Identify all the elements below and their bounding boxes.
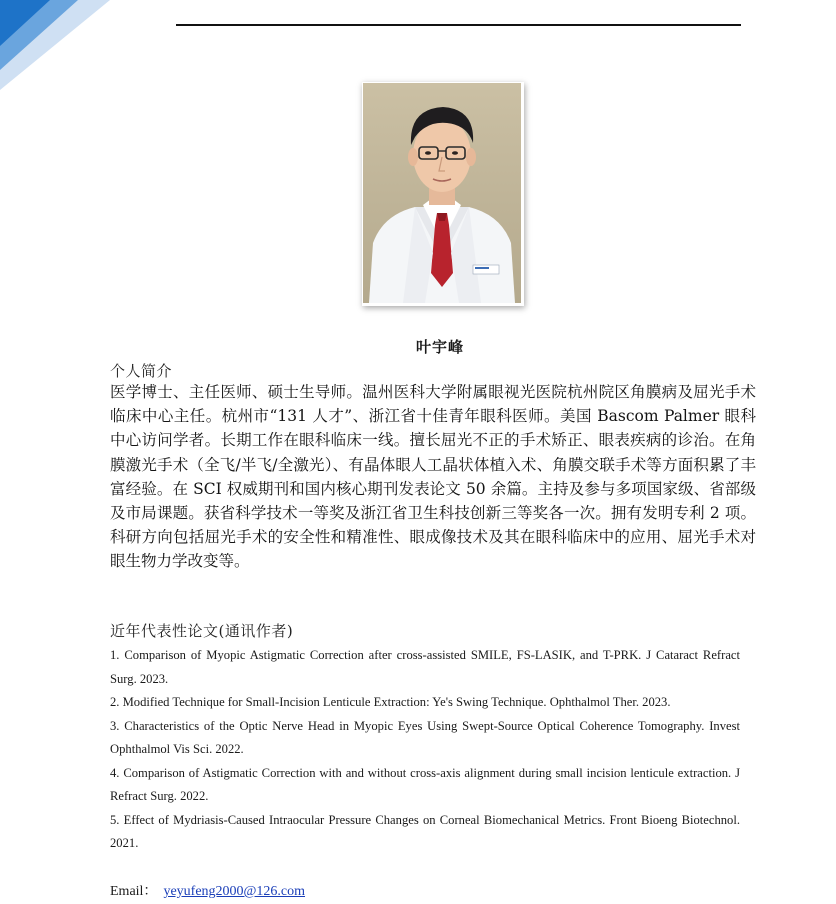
bio-text: 医学博士、主任医师、硕士生导师。温州医科大学附属眼视光医院杭州院区角膜病及屈光手术临床中心主任。杭州市“131 人才”、浙江省十佳青年眼科医师。美国 Bascom Palmer 眼科中心访问学者。长期工作在眼科临床一线。擅长屈光不正的手术矫正、眼表疾病的诊治。在角膜激光手术（全飞/半飞/全激光）、有晶体眼人工晶状体植入术、角膜交联手术等方面积累了丰富经验。在 SCI 权威期刊和国内核心期刊发表论文 50 余篇。主持及参与多项国家级、省部级及市局课题。获省科学技术一等奖及浙江省卫生科技创新三等奖各一次。拥有发明专利 2 项。科研方向包括屈光手术的安全性和精准性、眼成像技术及其在眼科临床中的应用、屈光手术对眼生物力学改变等。 bbox=[110, 383, 756, 571]
paper-item: 1. Comparison of Myopic Astigmatic Correction after cross-assisted SMILE, FS-LASIK, and T-PRK. J Cataract Refract Surg. 2023. bbox=[110, 648, 740, 686]
paper-list bbox=[110, 644, 740, 856]
header-rule bbox=[176, 24, 741, 26]
doctor-name: 叶宇峰 bbox=[416, 338, 465, 356]
contact-email-row bbox=[110, 880, 305, 900]
bio-heading: 个人简介 bbox=[110, 362, 173, 380]
email-link[interactable]: yeyufeng2000@126.com bbox=[163, 884, 306, 899]
paper-item: 4. Comparison of Astigmatic Correction with and without cross-axis alignment during small incision lenticule extraction. J Refract Surg. 2022. bbox=[110, 765, 740, 803]
paper-item: 3. Characteristics of the Optic Nerve Head in Myopic Eyes Using Swept-Source Optical Coherence Tomography. Invest Ophthalmol Vis Sci. 2022. bbox=[110, 718, 740, 756]
paper-item: 5. Effect of Mydriasis-Caused Intraocular Pressure Changes on Corneal Biomechanical Metrics. Front Bioeng Biotechnol. 2021. bbox=[110, 812, 740, 850]
paper-item: 2. Modified Technique for Small-Incision Lenticule Extraction: Ye's Swing Technique. Ophthalmol Ther. 2023. bbox=[110, 695, 671, 709]
email-label: Email： bbox=[110, 884, 158, 899]
portrait-photo bbox=[362, 82, 524, 306]
corner-decoration bbox=[0, 0, 120, 100]
papers-heading: 近年代表性论文(通讯作者) bbox=[110, 622, 294, 640]
